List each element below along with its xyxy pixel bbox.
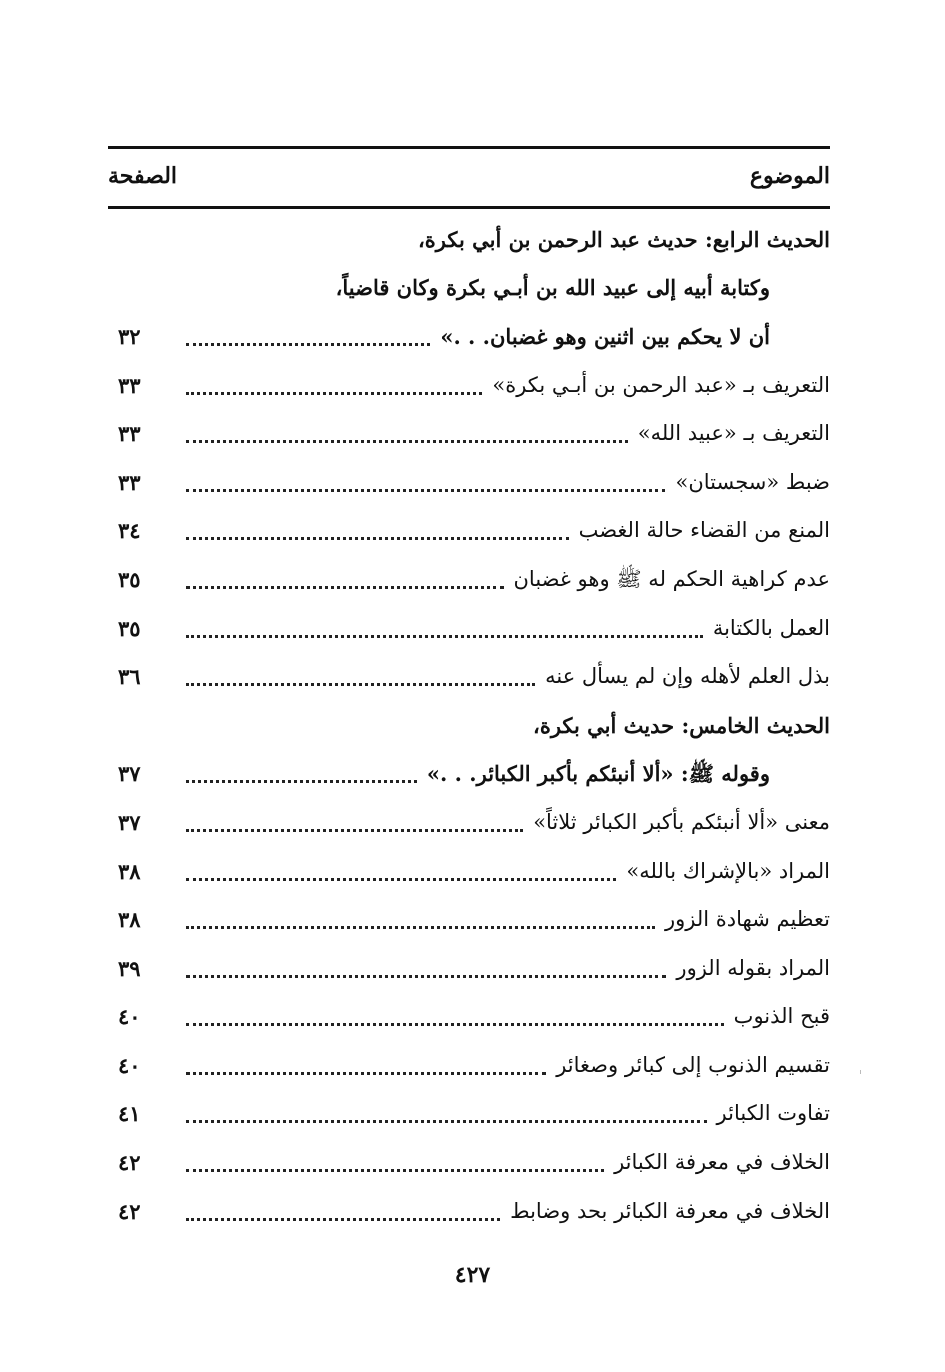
toc-entry-page: ٣٧ bbox=[118, 809, 141, 835]
toc-entry-title: قبح الذنوب bbox=[733, 1004, 830, 1029]
toc-entry bbox=[108, 750, 830, 799]
dot-leader bbox=[186, 1169, 604, 1172]
dot-leader bbox=[186, 975, 666, 978]
toc-entry-title: ضبط «سجستان» bbox=[675, 469, 830, 494]
dot-leader bbox=[186, 343, 430, 346]
margin-mark bbox=[860, 1070, 861, 1074]
toc-entry-page: ٣٣ bbox=[118, 421, 141, 447]
header-rule bbox=[108, 206, 830, 209]
toc-entry bbox=[108, 264, 830, 313]
dot-leader bbox=[186, 1023, 724, 1026]
toc-entry-page: ٤٠ bbox=[118, 1052, 141, 1078]
toc-entry-page: ٣٥ bbox=[118, 566, 141, 592]
toc-entry bbox=[108, 458, 830, 507]
toc-entry-title: وكتابة أبيه إلى عبيد الله بن أبـي بكرة وكان قاضياً، bbox=[335, 275, 770, 301]
toc-entry-page: ٣٩ bbox=[118, 955, 141, 981]
toc-entry-title: الخلاف في معرفة الكبائر بحد وضابط bbox=[510, 1198, 830, 1223]
toc-entry-page: ٣٨ bbox=[118, 907, 141, 933]
toc-entries bbox=[108, 215, 830, 1235]
toc-entry bbox=[108, 1187, 830, 1236]
toc-entry-title: تقسيم الذنوب إلى كبائر وصغائر bbox=[556, 1052, 830, 1077]
toc-entry-page: ٣٣ bbox=[118, 372, 141, 398]
dot-leader bbox=[186, 1218, 500, 1221]
dot-leader bbox=[186, 537, 569, 540]
toc-entry-page: ٣٣ bbox=[118, 469, 141, 495]
toc-entry-page: ٣٨ bbox=[118, 858, 141, 884]
toc-entry-page: ٣٥ bbox=[118, 615, 141, 641]
toc-entry bbox=[108, 847, 830, 896]
toc-entry bbox=[108, 1090, 830, 1139]
toc-entry bbox=[108, 652, 830, 701]
toc-entry bbox=[108, 701, 830, 750]
page-column-label: الصفحة bbox=[108, 163, 178, 189]
toc-entry-page: ٤٢ bbox=[118, 1198, 141, 1224]
toc-entry bbox=[108, 507, 830, 556]
toc-entry bbox=[108, 361, 830, 410]
toc-entry bbox=[108, 895, 830, 944]
toc-entry bbox=[108, 1138, 830, 1187]
toc-entry-title: وقوله ﷺ: «ألا أنبئكم بأكبر الكبائر. . .» bbox=[426, 761, 770, 787]
toc-entry-title: أن لا يحكم بين اثنين وهو غضبان. . .» bbox=[440, 323, 770, 349]
toc-entry bbox=[108, 993, 830, 1042]
dot-leader bbox=[186, 586, 504, 589]
topic-column-label: الموضوع bbox=[749, 163, 830, 189]
toc-entry bbox=[108, 312, 830, 361]
page-number: ٤٢٧ bbox=[454, 1262, 491, 1288]
toc-entry-title: تعظيم شهادة الزور bbox=[665, 907, 830, 932]
dot-leader bbox=[186, 683, 535, 686]
toc-entry-title: العمل بالكتابة bbox=[712, 615, 830, 640]
toc-entry bbox=[108, 1041, 830, 1090]
toc-entry bbox=[108, 604, 830, 653]
dot-leader bbox=[186, 440, 628, 443]
dot-leader bbox=[186, 1120, 707, 1123]
toc-entry-title: عدم كراهية الحكم له ﷺ وهو غضبان bbox=[513, 566, 830, 591]
toc-entry-title: تفاوت الكبائر bbox=[716, 1101, 830, 1126]
dot-leader bbox=[186, 829, 523, 832]
dot-leader bbox=[186, 1072, 546, 1075]
toc-entry-title: الحديث الرابع: حديث عبد الرحمن بن أبي بكرة، bbox=[418, 226, 830, 252]
dot-leader bbox=[186, 489, 665, 492]
toc-entry bbox=[108, 555, 830, 604]
toc-entry-page: ٣٢ bbox=[118, 323, 141, 349]
toc-entry bbox=[108, 944, 830, 993]
toc-entry-title: معنى «ألا أنبئكم بأكبر الكبائر ثلاثاً» bbox=[533, 809, 830, 834]
toc-entry-page: ٣٦ bbox=[118, 664, 141, 690]
dot-leader bbox=[186, 926, 655, 929]
dot-leader bbox=[186, 878, 616, 881]
toc-entry-page: ٣٤ bbox=[118, 518, 141, 544]
toc-entry bbox=[108, 798, 830, 847]
toc-header bbox=[108, 154, 830, 198]
toc-entry-title: المراد «بالإشراك بالله» bbox=[626, 858, 830, 883]
toc-entry-page: ٤١ bbox=[118, 1101, 141, 1127]
toc-entry-page: ٣٧ bbox=[118, 761, 141, 787]
top-rule bbox=[108, 146, 830, 149]
dot-leader bbox=[186, 635, 703, 638]
toc-entry-title: الحديث الخامس: حديث أبي بكرة، bbox=[533, 712, 830, 738]
toc-entry-page: ٤٢ bbox=[118, 1150, 141, 1176]
toc-entry-title: بذل العلم لأهله وإن لم يسأل عنه bbox=[545, 664, 830, 689]
toc-entry-title: الخلاف في معرفة الكبائر bbox=[614, 1150, 830, 1175]
dot-leader bbox=[186, 392, 482, 395]
toc-entry-title: التعريف بـ «عبيد الله» bbox=[637, 421, 830, 446]
toc-entry-title: المراد بقوله الزور bbox=[676, 955, 830, 980]
dot-leader bbox=[186, 780, 417, 783]
toc-entry bbox=[108, 215, 830, 264]
toc-entry-title: التعريف بـ «عبد الرحمن بن أبـي بكرة» bbox=[492, 372, 830, 397]
toc-entry bbox=[108, 409, 830, 458]
toc-entry-title: المنع من القضاء حالة الغضب bbox=[578, 518, 830, 543]
toc-entry-page: ٤٠ bbox=[118, 1004, 141, 1030]
